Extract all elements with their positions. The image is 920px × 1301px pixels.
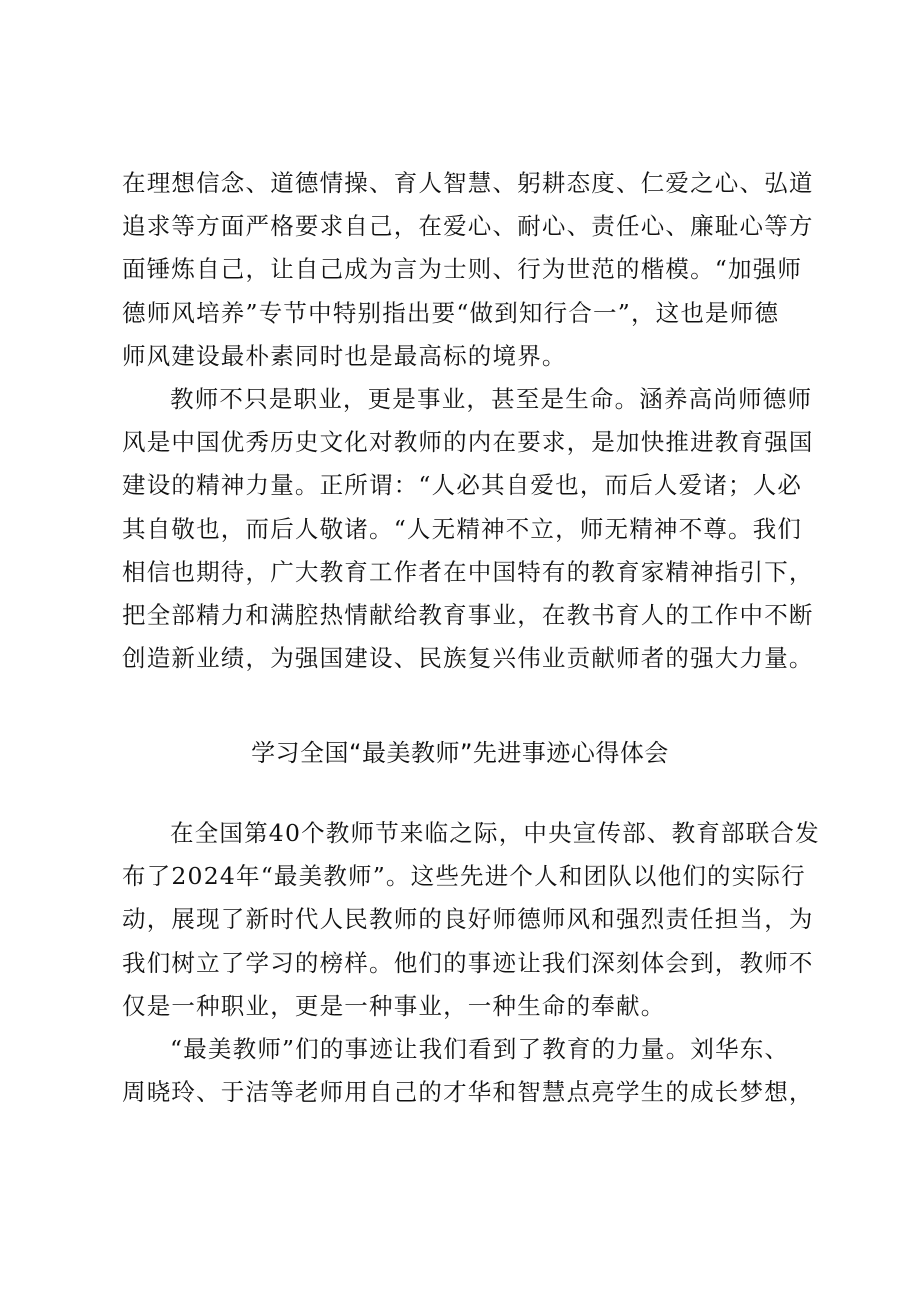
paragraph-teacher-career [122,378,812,680]
text-line: 创造新业绩，为强国建设、民族复兴伟业贡献师者的强大力量。 [122,644,814,673]
text-line: 相信也期待，广大教育工作者在中国特有的教育家精神指引下， [122,557,814,586]
text-line: 我们树立了学习的榜样。他们的事迹让我们深刻体会到，教师不 [122,948,814,977]
paragraph-continuation [122,162,812,378]
text-line: 德师风培养”专节中特别指出要“做到知行合一”，这也是师德 [122,298,780,327]
paragraph-power-of-education [122,1028,812,1114]
text-line: 面锤炼自己，让自己成为言为士则、行为世范的楷模。“加强师 [122,255,803,284]
text-line: 其自敬也，而后人敬诸。“人无精神不立，师无精神不尊。我们 [122,514,803,543]
text-line: 风是中国优秀历史文化对教师的内在要求，是加快推进教育强国 [122,428,814,457]
text-line: 教师不只是职业，更是事业，甚至是生命。涵养高尚师德师 [170,385,813,413]
paragraph-intro [122,812,820,1028]
text-line: 周晓玲、于洁等老师用自己的才华和智慧点亮学生的成长梦想， [122,1078,814,1107]
text-line: 在全国第40个教师节来临之际，中央宣传部、教育部联合发 [170,819,820,847]
article-title: 学习全国“最美教师”先进事迹心得体会 [251,739,669,767]
text-line: “最美教师”们的事迹让我们看到了教育的力量。刘华东、 [170,1035,790,1063]
text-line: 把全部精力和满腔热情献给教育事业，在教书育人的工作中不断 [122,600,814,629]
text-line: 仅是一种职业，更是一种事业，一种生命的奉献。 [122,991,666,1020]
text-line: 布了2024年“最美教师”。这些先进个人和团队以他们的实际行 [122,862,806,891]
text-line: 师风建设最朴素同时也是最高标的境界。 [122,341,567,370]
text-line: 动，展现了新时代人民教师的良好师德师风和强烈责任担当，为 [122,905,814,934]
text-line: 建设的精神力量。正所谓：“人必其自爱也，而后人爱诸；人必 [122,471,803,500]
text-line: 追求等方面严格要求自己，在爱心、耐心、责任心、廉耻心等方 [122,212,814,241]
text-line: 在理想信念、道德情操、育人智慧、躬耕态度、仁爱之心、弘道 [122,169,814,197]
